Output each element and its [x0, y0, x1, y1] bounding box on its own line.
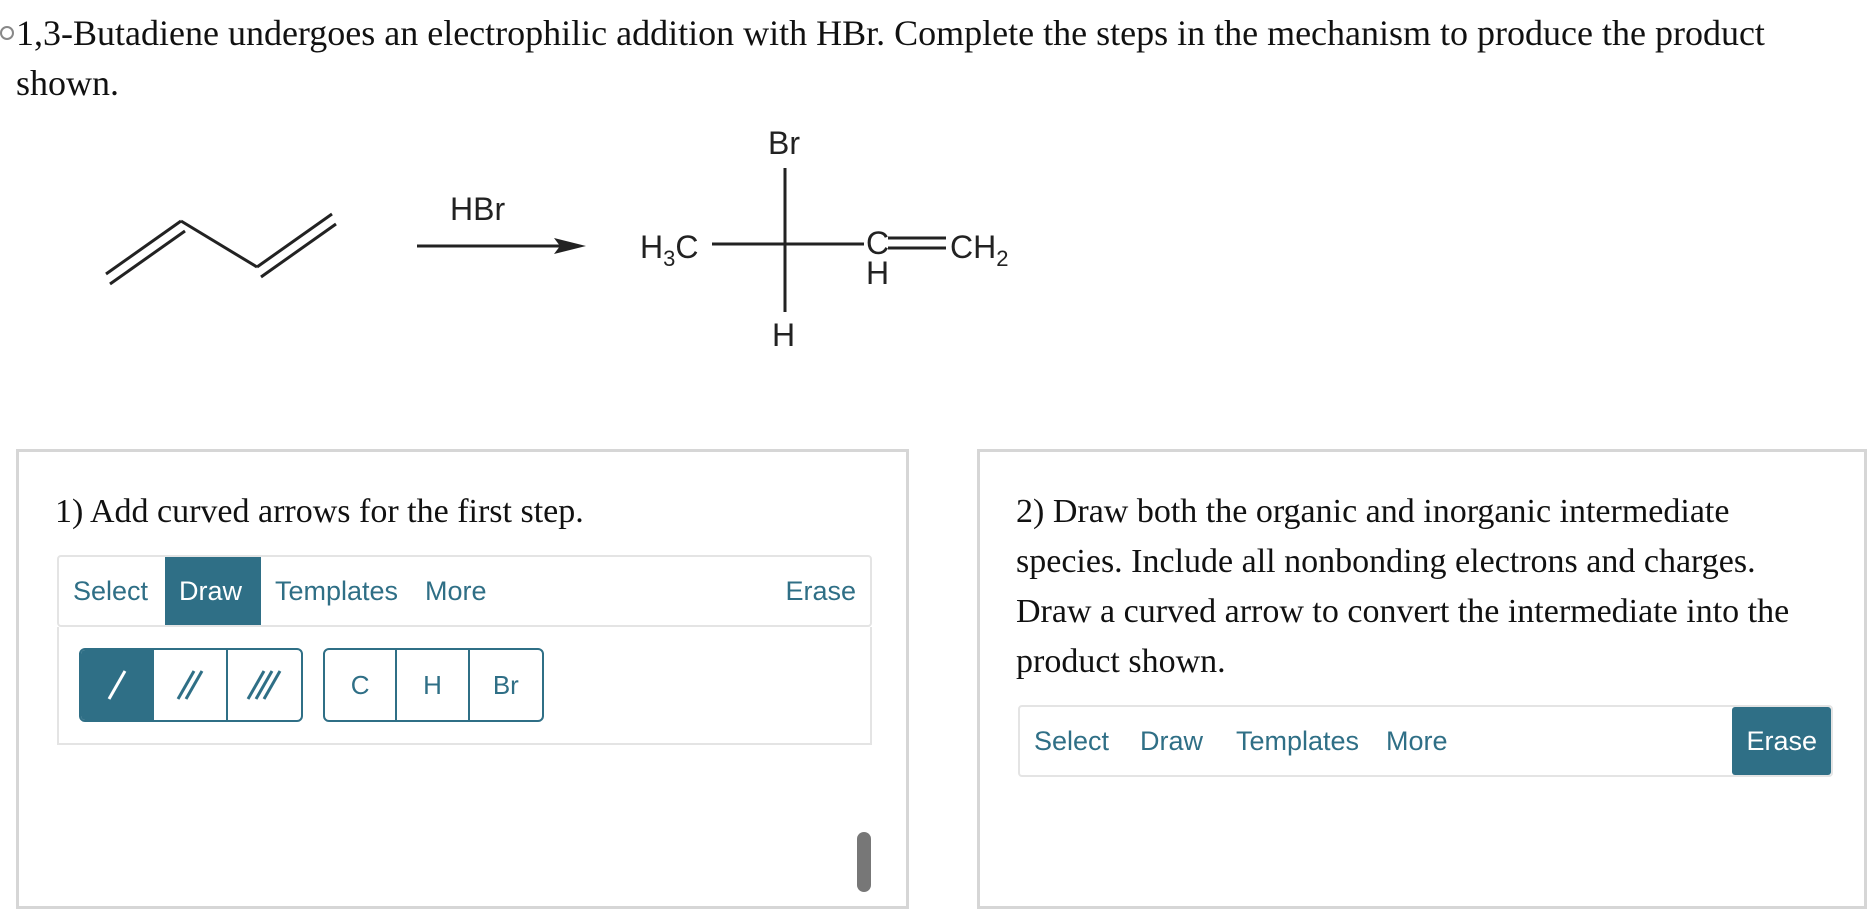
- step2-prompt: 2) Draw both the organic and inorganic intermediate species. Include all nonbonding electrons and charges. Draw a curved arrow to convert the intermediate into the product shown.: [1016, 493, 1790, 680]
- templates-button[interactable]: Templates: [1236, 726, 1360, 756]
- question-bullet: [0, 26, 14, 40]
- product-structure: [640, 125, 1008, 353]
- product-bottom-h-label: H: [772, 317, 796, 353]
- product-br-label: Br: [768, 125, 800, 161]
- reaction-arrow: [417, 238, 586, 254]
- draw-button[interactable]: Draw: [165, 557, 261, 625]
- templates-button[interactable]: Templates: [275, 576, 399, 606]
- double-bond-icon: [170, 665, 210, 705]
- butadiene-structure: [106, 214, 336, 284]
- product-h3c-label: $H_3C$: [640, 229, 699, 271]
- select-button[interactable]: Select: [73, 576, 149, 606]
- erase-button[interactable]: Erase: [785, 576, 856, 606]
- canvas-scrollbar[interactable]: [857, 832, 871, 892]
- erase-button[interactable]: Erase: [1732, 707, 1831, 775]
- product-ch2-label: $CH_2$: [950, 229, 1009, 271]
- step1-tools-row: [57, 627, 872, 745]
- bond-tool-group: [79, 648, 303, 722]
- step1-panel: [16, 449, 909, 909]
- more-button[interactable]: More: [425, 576, 487, 606]
- single-bond-icon: [97, 665, 137, 705]
- reagent-label: HBr: [450, 191, 506, 227]
- draw-button[interactable]: Draw: [1140, 726, 1204, 756]
- triple-bond-icon: [244, 665, 284, 705]
- triple-bond-tool[interactable]: [228, 650, 301, 720]
- question-text: 1,3-Butadiene undergoes an electrophilic addition with HBr. Complete the steps in the mechanism to produce the product shown.: [16, 13, 1765, 103]
- product-c-h-label: H: [866, 255, 890, 291]
- step2-toolbar: [1018, 705, 1833, 777]
- product-c-label: C: [866, 225, 890, 261]
- atom-tool-group: [323, 648, 544, 722]
- step2-panel: [977, 449, 1867, 909]
- atom-c-button[interactable]: C: [325, 650, 397, 720]
- more-button[interactable]: More: [1386, 726, 1448, 756]
- double-bond-tool[interactable]: [154, 650, 227, 720]
- select-button[interactable]: Select: [1034, 726, 1110, 756]
- reaction-svg: [0, 120, 1100, 380]
- single-bond-tool[interactable]: [81, 650, 154, 720]
- reaction-scheme: [0, 120, 1100, 380]
- step1-prompt: 1) Add curved arrows for the first step.: [55, 493, 584, 530]
- atom-h-button[interactable]: H: [397, 650, 469, 720]
- atom-br-button[interactable]: Br: [492, 669, 519, 700]
- step1-toolbar: [57, 555, 872, 627]
